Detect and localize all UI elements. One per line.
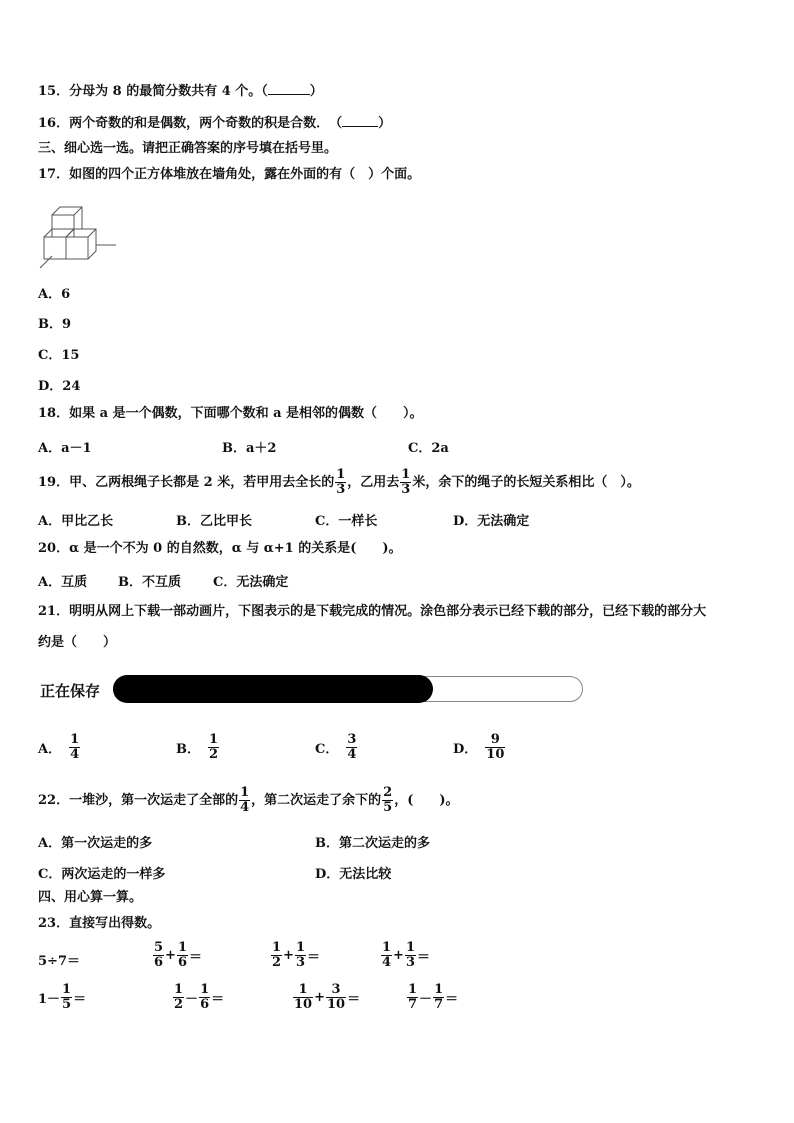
section-4-heading: 四、用心算一算。 (38, 890, 143, 905)
fraction (326, 983, 346, 1012)
denominator: 7 (434, 997, 444, 1012)
denominator: 6 (200, 997, 210, 1012)
calc-expression: 5÷7＝ (38, 954, 80, 969)
equals-sign: ＝ (347, 992, 361, 1007)
option-17-b[interactable]: B．9 (38, 317, 72, 332)
denominator: 5 (62, 997, 72, 1012)
answer-blank[interactable] (342, 114, 378, 127)
denominator: 4 (347, 747, 357, 762)
calc-prefix: 1－ (38, 992, 61, 1007)
option-label: A． (38, 742, 62, 757)
fraction (335, 468, 346, 497)
option-19-a[interactable]: A．甲比乙长 (38, 514, 114, 529)
fraction (293, 983, 313, 1012)
calc-r1c1 (38, 950, 80, 969)
numerator: 1 (408, 982, 418, 997)
question-19-prefix: 19．甲、乙两根绳子长都是 2 米，若甲用去全长的 (38, 474, 335, 490)
question-22-prefix: 22．一堆沙，第一次运走了全部的 (38, 792, 239, 808)
denominator: 10 (486, 747, 505, 762)
denominator: 3 (295, 955, 305, 970)
option-21-d[interactable] (453, 733, 506, 762)
saving-label: 正在保存 (40, 682, 101, 700)
answer-blank[interactable] (268, 82, 310, 95)
question-22 (38, 786, 459, 815)
option-22-c[interactable]: C．两次运走的一样多 (38, 867, 166, 882)
question-23-text: 23．直接写出得数。 (38, 916, 161, 931)
question-20-text: 20．α 是一个不为 0 的自然数，α 与 α+1 的关系是( )。 (38, 541, 402, 556)
numerator: 1 (70, 732, 80, 747)
option-21-a[interactable] (38, 733, 81, 762)
numerator: 1 (298, 982, 308, 997)
option-17-c[interactable]: C．15 (38, 348, 80, 363)
question-19-mid: ，乙用去 (347, 474, 400, 490)
fraction (173, 983, 184, 1012)
question-19 (38, 468, 640, 497)
denominator: 4 (240, 800, 250, 815)
question-22-mid: ，第二次运走了余下的 (251, 792, 382, 808)
denominator: 7 (408, 997, 418, 1012)
question-21-line-1: 21．明明从网上下载一部动画片，下图表示的是下载完成的情况。涂色部分表示已经下载的部分，已经下载的部分大 (38, 604, 707, 619)
denominator: 6 (154, 955, 164, 970)
equals-sign: ＝ (445, 992, 459, 1007)
numerator: 1 (434, 982, 444, 997)
equals-sign: ＝ (189, 950, 203, 965)
fraction (177, 941, 188, 970)
numerator: 1 (62, 982, 72, 997)
numerator: 3 (331, 982, 341, 997)
question-18-text: 18．如果 a 是一个偶数，下面哪个数和 a 是相邻的偶数（ ）。 (38, 406, 423, 421)
numerator: 1 (295, 940, 305, 955)
fraction (153, 941, 164, 970)
fraction (208, 733, 219, 762)
equals-sign: ＝ (211, 992, 225, 1007)
denominator: 3 (336, 482, 346, 497)
operator: + (165, 948, 176, 963)
denominator: 10 (294, 997, 313, 1012)
denominator: 3 (401, 482, 411, 497)
question-17-text: 17．如图的四个正方体堆放在墙角处，露在外面的有（ ）个面。 (38, 167, 421, 182)
option-18-c[interactable]: C．2a (408, 441, 449, 456)
option-19-b[interactable]: B．乙比甲长 (176, 514, 252, 529)
paren-close: ） (309, 84, 323, 99)
question-15 (38, 82, 323, 101)
equals-sign: ＝ (417, 950, 431, 965)
denominator: 2 (174, 997, 184, 1012)
calc-r2c1 (38, 983, 86, 1012)
question-16-text: 16．两个奇数的和是偶数，两个奇数的积是合数． （ (38, 116, 343, 131)
denominator: 4 (70, 747, 80, 762)
fraction (69, 733, 80, 762)
fraction (382, 786, 393, 815)
cubes-figure (36, 200, 120, 272)
equals-sign: ＝ (73, 992, 87, 1007)
denominator: 4 (382, 955, 392, 970)
equals-sign: ＝ (307, 950, 321, 965)
option-19-d[interactable]: D．无法确定 (453, 514, 530, 529)
option-22-a[interactable]: A．第一次运走的多 (38, 836, 153, 851)
numerator: 1 (174, 982, 184, 997)
option-label: C． (315, 742, 339, 757)
option-label: B． (176, 742, 200, 757)
question-16 (38, 114, 391, 133)
numerator: 1 (272, 940, 282, 955)
numerator: 1 (401, 467, 411, 482)
operator: － (185, 992, 199, 1007)
fraction (295, 941, 306, 970)
option-17-d[interactable]: D．24 (38, 379, 81, 394)
fraction (433, 983, 444, 1012)
question-22-suffix: ，( )。 (394, 792, 459, 808)
fraction (61, 983, 72, 1012)
denominator: 5 (383, 800, 393, 815)
fraction (271, 941, 282, 970)
option-21-c[interactable] (315, 733, 358, 762)
calc-r1c2 (152, 941, 202, 970)
option-19-c[interactable]: C．一样长 (315, 514, 378, 529)
operator: + (314, 990, 325, 1005)
question-21-line-2: 约是（ ） (38, 635, 117, 650)
fraction (381, 941, 392, 970)
numerator: 2 (383, 785, 393, 800)
numerator: 9 (490, 732, 500, 747)
numerator: 1 (382, 940, 392, 955)
fraction (346, 733, 357, 762)
option-22-b[interactable]: B．第二次运走的多 (315, 836, 430, 851)
section-3-heading: 三、细心选一选。请把正确答案的序号填在括号里。 (38, 141, 338, 156)
calc-r2c3 (292, 983, 360, 1012)
denominator: 2 (209, 747, 219, 762)
calc-r1c3 (270, 941, 320, 970)
option-18-b[interactable]: B．a＋2 (222, 441, 277, 456)
denominator: 10 (327, 997, 346, 1012)
numerator: 1 (240, 785, 250, 800)
fraction (407, 983, 418, 1012)
fraction (405, 941, 416, 970)
option-20-c[interactable]: C．无法确定 (213, 575, 289, 590)
operator: + (283, 948, 294, 963)
paren-close: ） (378, 116, 392, 131)
denominator: 2 (272, 955, 282, 970)
option-20-a[interactable]: A．互质 (38, 575, 88, 590)
option-label: D． (453, 742, 478, 757)
option-17-a[interactable]: A．6 (38, 287, 71, 302)
calc-r2c4 (406, 983, 458, 1012)
question-19-suffix: 米，余下的绳子的长短关系相比（ ）。 (412, 474, 640, 490)
operator: － (419, 992, 433, 1007)
numerator: 1 (200, 982, 210, 997)
numerator: 1 (209, 732, 219, 747)
denominator: 3 (405, 955, 415, 970)
denominator: 6 (177, 955, 187, 970)
fraction (199, 983, 210, 1012)
question-15-text: 15．分母为 8 的最简分数共有 4 个。（ (38, 84, 268, 99)
progress-bar-fill (113, 675, 433, 703)
option-22-d[interactable]: D．无法比较 (315, 867, 392, 882)
option-18-a[interactable]: A．a－1 (38, 441, 92, 456)
option-21-b[interactable] (176, 733, 220, 762)
fraction (400, 468, 411, 497)
calc-r2c2 (172, 983, 224, 1012)
fraction (485, 733, 505, 762)
numerator: 1 (336, 467, 346, 482)
numerator: 5 (154, 940, 164, 955)
numerator: 1 (405, 940, 415, 955)
fraction (239, 786, 250, 815)
numerator: 1 (177, 940, 187, 955)
calc-r1c4 (380, 941, 430, 970)
operator: + (393, 948, 404, 963)
numerator: 3 (347, 732, 357, 747)
option-20-b[interactable]: B．不互质 (118, 575, 181, 590)
